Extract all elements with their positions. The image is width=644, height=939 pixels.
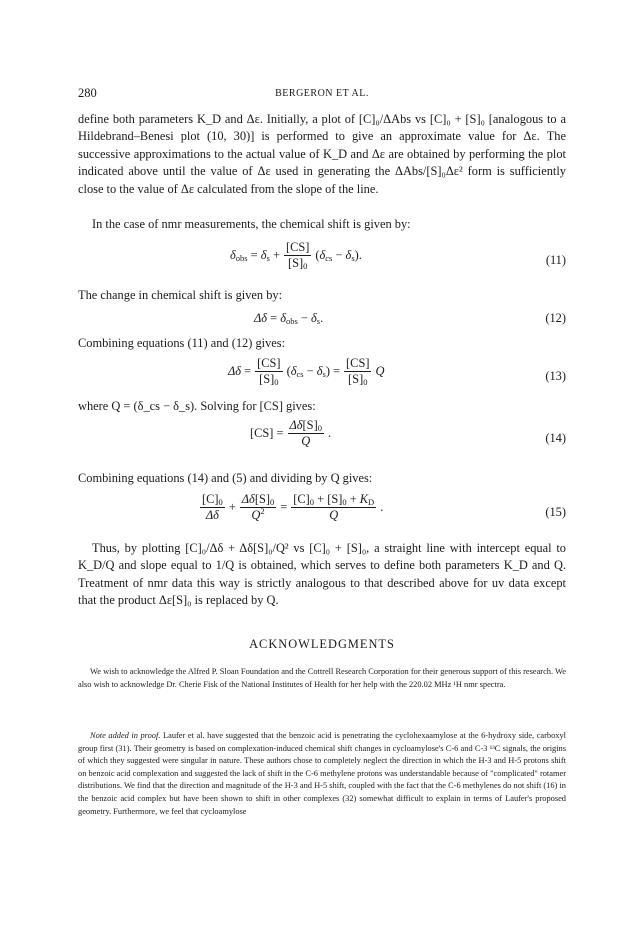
acknowledgments-heading: ACKNOWLEDGMENTS <box>249 637 395 651</box>
paragraph-3-text: The change in chemical shift is given by: <box>78 288 283 302</box>
paragraph-1-text: define both parameters K_D and Δε. Initially, a plot of [C]₀/ΔAbs vs [C]₀ + [S]₀ [analogous to a Hildebrand–Benesi plot (10, 30)] is performed to give an approximate value for Δε. The successive approximations to the actual value of K_D and Δε are obtained by performing the plot indicated above until the value of Δε used in generating the ΔAbs/[S]₀Δε² form is sufficiently close to the value of Δε calculated from the slope of the line. <box>78 112 566 196</box>
paragraph-7 <box>78 540 566 610</box>
note-text: Laufer et al. have suggested that the benzoic acid is penetrating the cyclohexaamylose at the 6-hydroxy side, carboxyl group first (31). Their geometry is based on complexation-induced chemical shift changes in cycloamylose's C-6 and C-3 ¹³C signals, the origins of which they suggested were singular in nature. These authors chose to completely neglect the direction in which the H-3 and H-5 protons shift on benzoic acid complexation and suggested the lack of shift in the C-6 methylene protons was understandable because of "complicated" rotamer distributions. We find that the direction and magnitude of the H-3 and H-5 shift, coupled with the fact that the C-6 methylenes do not shift (16) in the benzoic acid complex but have been shown to shift in other complexes (32) somewhat difficult to explain in terms of Laufer's proposed geometry. Furthermore, we feel that cycloamylose <box>78 731 567 816</box>
equation-12-body: $\Delta\delta = \delta_{obs} - \delta_s$. <box>254 311 324 326</box>
equation-15 <box>78 492 566 538</box>
equation-11-number: (11) <box>545 253 566 267</box>
note-label: Note added in proof. <box>90 731 161 740</box>
equation-15-number: (15) <box>545 505 566 519</box>
paragraph-2 <box>78 216 566 233</box>
equation-14-number: (14) <box>545 431 566 445</box>
paragraph-1 <box>78 111 566 198</box>
equation-11 <box>78 240 566 286</box>
running-head: BERGERON ET AL. <box>275 88 369 99</box>
equation-13-number: (13) <box>545 369 566 383</box>
paragraph-6-text: Combining equations (14) and (5) and dividing by Q gives: <box>78 471 373 485</box>
equation-12-number: (12) <box>545 311 566 325</box>
equation-13-body: Δδ = $\frac{[CS]}{[S]_0}$ $(\delta_{cs} - \delta_s)$ = $\frac{[CS]}{[S]_0}$ Q <box>228 356 385 387</box>
paragraph-4-text: Combining equations (11) and (12) gives: <box>78 336 286 350</box>
paragraph-3 <box>78 287 566 304</box>
note-added-in-proof <box>78 730 566 818</box>
paragraph-6 <box>78 470 566 487</box>
equation-14 <box>78 418 566 464</box>
paragraph-7-text: Thus, by plotting [C]₀/Δδ + Δδ[S]₀/Q² vs [C]₀ + [S]₀, a straight line with intercept equal to K_D/Q and slope equal to 1/Q is obtained, which serves to define both parameters K_D and Q. Treatment of nmr data this way is strictly analogous to that described above for uv data except that the product Δε[S]₀ is replaced by Q. <box>78 541 566 608</box>
equation-11-body: $\delta_{obs} = \delta_s$ + $\frac{[CS]}{[S]_0}$ $(\delta_{cs} - \delta_s)$. <box>230 240 362 271</box>
paragraph-2-text: In the case of nmr measurements, the chemical shift is given by: <box>92 217 411 231</box>
equation-15-body: $\frac{[C]_0}{\Delta\delta}$ + $\frac{\Delta\delta[S]_0}{Q^2}$ = $\frac{[C]_0 + [S]_0 + K_D}{Q}$ . <box>202 492 384 522</box>
equation-12 <box>78 311 566 331</box>
paragraph-4 <box>78 335 566 352</box>
paragraph-5-text: where Q = (δ_cs − δ_s). Solving for [CS] gives: <box>78 399 316 413</box>
page-number: 280 <box>78 86 97 100</box>
equation-13 <box>78 356 566 402</box>
page-header <box>78 86 566 102</box>
paragraph-5 <box>78 398 566 415</box>
equation-14-body: [CS] = $\frac{\Delta\delta[S]_0}{Q}$ . <box>250 418 332 448</box>
acknowledgments-text: We wish to acknowledge the Alfred P. Sloan Foundation and the Cottrell Research Corporation for their generous support of this research. We also wish to acknowledge Dr. Cherie Fisk of the National Institutes of Health for her help with the 220.02 MHz ¹H nmr spectra. <box>78 667 566 689</box>
